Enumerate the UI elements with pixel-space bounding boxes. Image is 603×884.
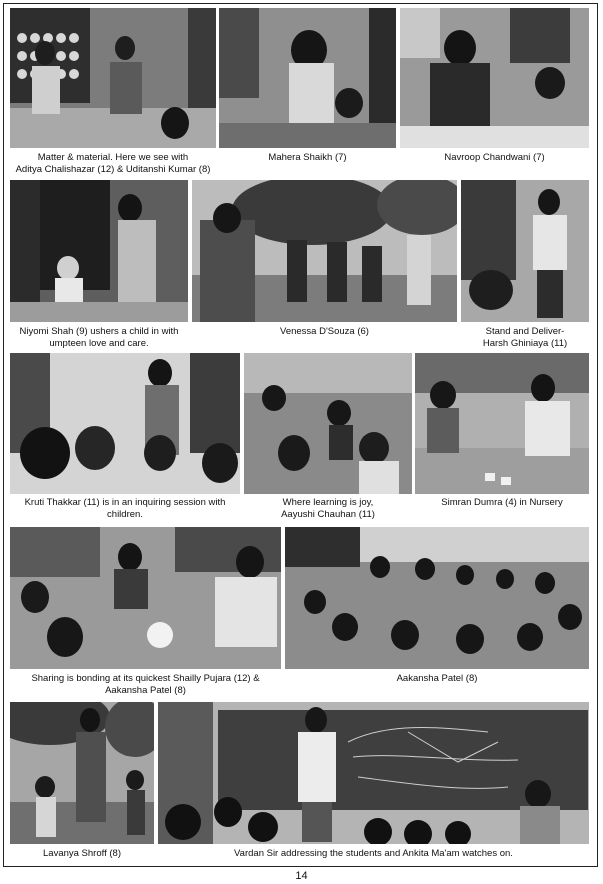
caption-line: Sharing is bonding at its quickest Shailly Pujara (12) &	[31, 673, 260, 684]
photo-venessa-dsouza	[192, 180, 457, 322]
page-number: 14	[295, 870, 308, 882]
caption-matter-and-material	[10, 152, 216, 175]
caption-line: Vardan Sir addressing the students and Ankita Ma'am watches on.	[234, 848, 513, 859]
caption-line: Aakansha Patel (8)	[396, 673, 478, 684]
caption-simran-dumra	[415, 497, 589, 509]
photo-matter-and-material	[10, 8, 216, 148]
caption-line: Aayushi Chauhan (11)	[281, 508, 375, 520]
caption-venessa-dsouza	[192, 326, 457, 338]
caption-kruti-thakkar	[10, 497, 240, 520]
photo-niyomi-shah	[10, 180, 188, 322]
photo-aakansha-patel	[285, 527, 589, 669]
caption-line: Kruti Thakkar (11) is in an inquiring session with	[24, 497, 226, 508]
caption-line: Aakansha Patel (8)	[105, 684, 186, 696]
caption-line: umpteen love and care.	[49, 337, 149, 349]
caption-line: Niyomi Shah (9) ushers a child in with	[19, 326, 179, 337]
photo-harsh-ghiniaya	[461, 180, 589, 322]
photo-navroop-chandwani	[400, 8, 589, 148]
caption-harsh-ghiniaya	[461, 326, 589, 349]
caption-shailly-pujara	[10, 673, 281, 696]
caption-line: Mahera Shaikh (7)	[268, 152, 347, 163]
caption-aayushi-chauhan	[244, 497, 412, 520]
photo-mahera-shaikh	[219, 8, 396, 148]
caption-mahera-shaikh	[219, 152, 396, 164]
caption-line: Aditya Chalishazar (12) & Uditanshi Kumar (8)	[15, 163, 211, 175]
photo-shailly-pujara	[10, 527, 281, 669]
caption-vardan-sir	[158, 848, 589, 860]
caption-aakansha-patel	[285, 673, 589, 685]
caption-line: Lavanya Shroff (8)	[43, 848, 121, 859]
photo-vardan-sir	[158, 702, 589, 844]
caption-line: Where learning is joy,	[282, 497, 374, 508]
caption-line: children.	[107, 508, 143, 520]
caption-line: Navroop Chandwani (7)	[444, 152, 545, 163]
caption-lavanya-shroff	[10, 848, 154, 860]
caption-line: Stand and Deliver-	[485, 326, 565, 337]
photo-kruti-thakkar	[10, 353, 240, 494]
caption-line: Venessa D'Souza (6)	[280, 326, 369, 337]
photo-lavanya-shroff	[10, 702, 154, 844]
caption-line: Harsh Ghiniaya (11)	[482, 337, 568, 349]
caption-navroop-chandwani	[400, 152, 589, 164]
caption-line: Matter & material. Here we see with	[37, 152, 189, 163]
caption-line: Simran Dumra (4) in Nursery	[441, 497, 563, 508]
photo-simran-dumra	[415, 353, 589, 494]
caption-niyomi-shah	[10, 326, 188, 349]
photo-aayushi-chauhan	[244, 353, 412, 494]
